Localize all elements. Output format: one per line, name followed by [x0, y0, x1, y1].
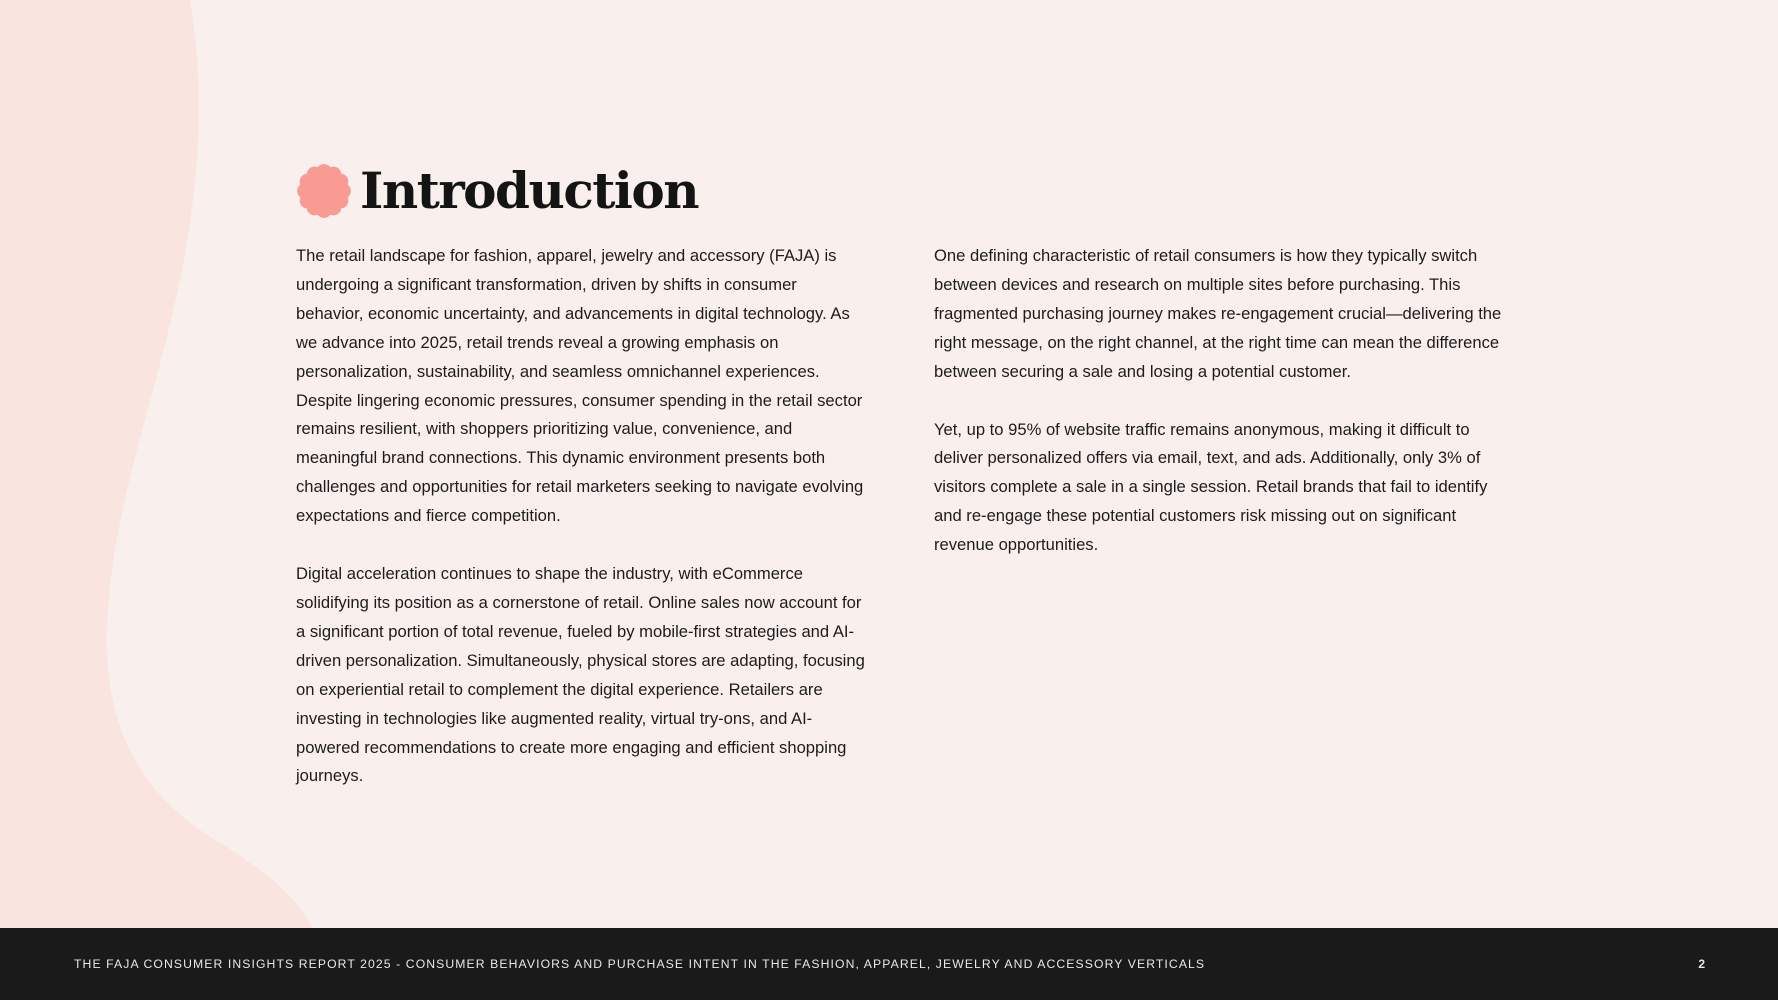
main-content [296, 158, 1506, 820]
footer-report-title: THE FAJA CONSUMER INSIGHTS REPORT 2025 - CONSUMER BEHAVIORS AND PURCHASE INTENT IN THE FASHION, APPAREL, JEWELRY AND ACCESSORY VERTICALS [74, 957, 1206, 971]
right-paragraph-1: One defining characteristic of retail consumers is how they typically switch between devices and research on multiple sites before purchasing. This fragmented purchasing journey makes re-engagement crucial—delivering the right message, on the right channel, at the right time can mean the difference between securing a sale and losing a potential customer. [934, 246, 1502, 381]
flower-icon [296, 163, 352, 219]
title-row [296, 158, 1506, 224]
page-number: 2 [1698, 957, 1705, 971]
body-columns [296, 242, 1506, 820]
right-column [934, 242, 1506, 820]
left-paragraph-1: The retail landscape for fashion, apparel, jewelry and accessory (FAJA) is undergoing a significant transformation, driven by shifts in consumer behavior, economic uncertainty, and advancements in digital technology. As we advance into 2025, retail trends reveal a growing emphasis on personalization, sustainability, and seamless omnichannel experiences. Despite lingering economic pressures, consumer spending in the retail sector remains resilient, with shoppers prioritizing value, convenience, and meaningful brand connections. This dynamic environment presents both challenges and opportunities for retail marketers seeking to navigate evolving expectations and fierce competition. [296, 246, 864, 526]
left-column [296, 242, 868, 820]
page-title: Introduction [360, 161, 699, 220]
left-paragraph-2: Digital acceleration continues to shape the industry, with eCommerce solidifying its position as a cornerstone of retail. Online sales now account for a significant portion of total revenue, fueled by mobile-first strategies and AI-driven personalization. Simultaneously, physical stores are adapting, focusing on experiential retail to complement the digital experience. Retailers are investing in technologies like augmented reality, virtual try-ons, and AI-powered recommendations to create more engaging and efficient shopping journeys. [296, 564, 865, 786]
footer-bar [0, 928, 1778, 1000]
right-paragraph-2: Yet, up to 95% of website traffic remains anonymous, making it difficult to deliver personalized offers via email, text, and ads. Additionally, only 3% of visitors complete a sale in a single session. Retail brands that fail to identify and re-engage these potential customers risk missing out on significant revenue opportunities. [934, 419, 1488, 555]
